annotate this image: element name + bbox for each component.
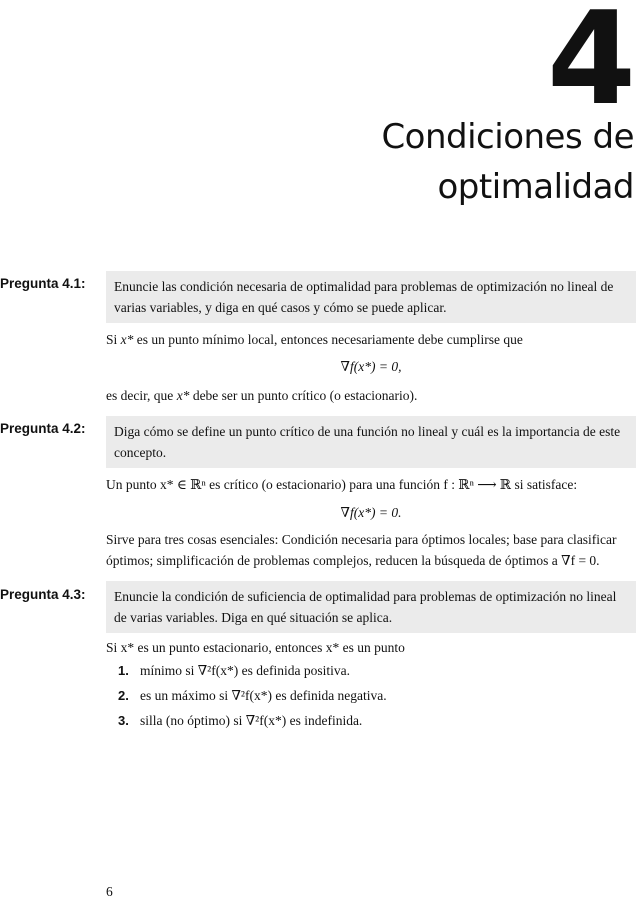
answer-4-2-intro: Un punto x* ∈ ℝⁿ es crítico (o estacionario) para una función f : ℝⁿ ⟶ ℝ si satisface: xyxy=(106,477,578,492)
math-xstar: x* xyxy=(120,332,134,347)
list-number: 3. xyxy=(118,713,129,728)
answer-4-1-intro: Si x* es un punto mínimo local, entonces necesariamente debe cumplirse que xyxy=(106,332,523,347)
question-label-4-2: Pregunta 4.2: xyxy=(0,421,86,436)
question-prompt-4-2: Diga cómo se define un punto crítico de una función no lineal y cuál es la importancia de este concepto. xyxy=(106,416,636,468)
chapter-title xyxy=(381,112,634,212)
chapter-number: 4 xyxy=(546,0,632,134)
chapter-title-line2: optimalidad xyxy=(437,167,634,207)
list-number: 2. xyxy=(118,688,129,703)
list-item: 1. mínimo si ∇²f(x*) es definida positiva. xyxy=(106,658,636,683)
list-item: 2. es un máximo si ∇²f(x*) es definida negativa. xyxy=(106,683,636,708)
sufficiency-list xyxy=(106,658,636,733)
chapter-title-line1: Condiciones de xyxy=(381,117,634,157)
answer-4-2-outro: Sirve para tres cosas esenciales: Condición necesaria para óptimos locales; base para clasificar óptimos; simplificación de problemas complejos, reducen la búsqueda de óptimos a ∇f = 0. xyxy=(106,532,617,568)
answer-4-1-equation: ∇f(x*) = 0, xyxy=(340,359,402,374)
math-xstar: x* xyxy=(176,388,190,403)
question-prompt-4-3: Enuncie la condición de suficiencia de optimalidad para problemas de optimización no lineal de varias variables. Diga en qué situación se aplica. xyxy=(106,581,636,633)
answer-4-3-intro: Si x* es un punto estacionario, entonces x* es un punto xyxy=(106,640,405,655)
answer-4-2-equation: ∇f(x*) = 0. xyxy=(340,505,402,520)
answer-4-1-outro: es decir, que x* debe ser un punto crítico (o estacionario). xyxy=(106,388,418,403)
question-label-4-3: Pregunta 4.3: xyxy=(0,587,86,602)
question-label-4-1: Pregunta 4.1: xyxy=(0,276,86,291)
page-number: 6 xyxy=(106,884,113,899)
list-number: 1. xyxy=(118,663,129,678)
list-item: 3. silla (no óptimo) si ∇²f(x*) es indefinida. xyxy=(106,708,636,733)
question-prompt-4-1: Enuncie las condición necesaria de optimalidad para problemas de optimización no lineal de varias variables, y diga en qué casos y cómo se puede aplicar. xyxy=(106,271,636,323)
